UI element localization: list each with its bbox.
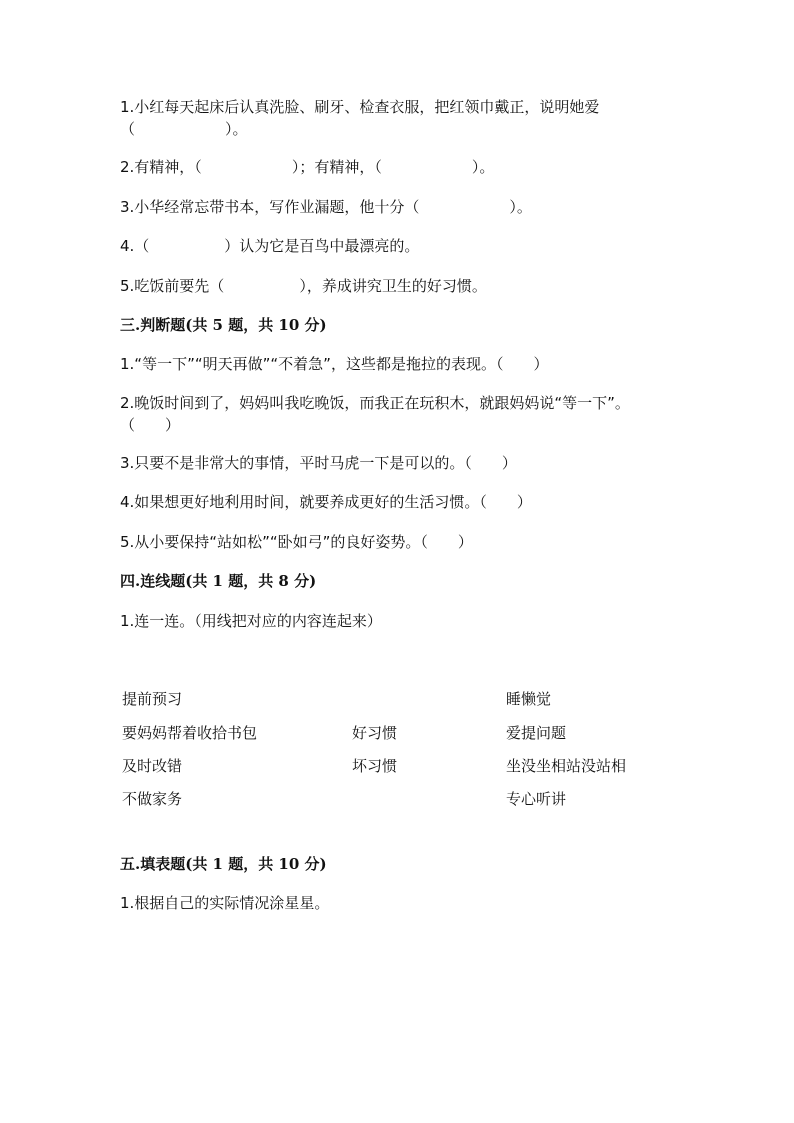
section-heading-judgement: 三.判断题(共 5 题，共 10 分) bbox=[120, 316, 327, 334]
matching-right-item: 专心听讲 bbox=[506, 790, 567, 808]
matching-middle-item: 坏习惯 bbox=[352, 757, 398, 775]
section-heading-table: 五.填表题(共 1 题，共 10 分) bbox=[120, 855, 327, 873]
fill-question-1: 1.小红每天起床后认真洗脸、刷牙、检查衣服，把红领巾戴正，说明她爱（ ）。 bbox=[120, 98, 600, 138]
matching-left-item: 提前预习 bbox=[122, 690, 183, 708]
fill-question-2: 2.有精神，（ ）；有精神，（ ）。 bbox=[120, 158, 495, 176]
judge-question-5: 5.从小要保持“站如松”“卧如弓”的良好姿势。（ ） bbox=[120, 533, 473, 551]
matching-question: 1.连一连。（用线把对应的内容连起来） bbox=[120, 612, 382, 630]
fill-question-4: 4.（ ）认为它是百鸟中最漂亮的。 bbox=[120, 237, 420, 255]
judge-question-2: 2.晚饭时间到了，妈妈叫我吃晚饭，而我正在玩积木，就跟妈妈说“等一下”。（ ） bbox=[120, 394, 630, 434]
fill-question-3: 3.小华经常忘带书本，写作业漏题，他十分（ ）。 bbox=[120, 198, 532, 216]
matching-right-item: 坐没坐相站没站相 bbox=[506, 757, 627, 775]
matching-left-item: 要妈妈帮着收拾书包 bbox=[122, 724, 258, 742]
judge-question-3: 3.只要不是非常大的事情，平时马虎一下是可以的。（ ） bbox=[120, 454, 517, 472]
matching-left-item: 及时改错 bbox=[122, 757, 183, 775]
table-question: 1.根据自己的实际情况涂星星。 bbox=[120, 894, 330, 912]
matching-left-item: 不做家务 bbox=[122, 790, 183, 808]
matching-middle-item: 好习惯 bbox=[352, 724, 398, 742]
judge-question-1: 1.“等一下”“明天再做”“不着急”，这些都是拖拉的表现。（ ） bbox=[120, 355, 549, 373]
fill-question-5: 5.吃饭前要先（ ），养成讲究卫生的好习惯。 bbox=[120, 277, 487, 295]
judge-question-4: 4.如果想更好地利用时间，就要养成更好的生活习惯。（ ） bbox=[120, 493, 532, 511]
matching-right-item: 睡懒觉 bbox=[506, 690, 552, 708]
matching-right-item: 爱提问题 bbox=[506, 724, 567, 742]
section-heading-matching: 四.连线题(共 1 题，共 8 分) bbox=[120, 572, 317, 590]
